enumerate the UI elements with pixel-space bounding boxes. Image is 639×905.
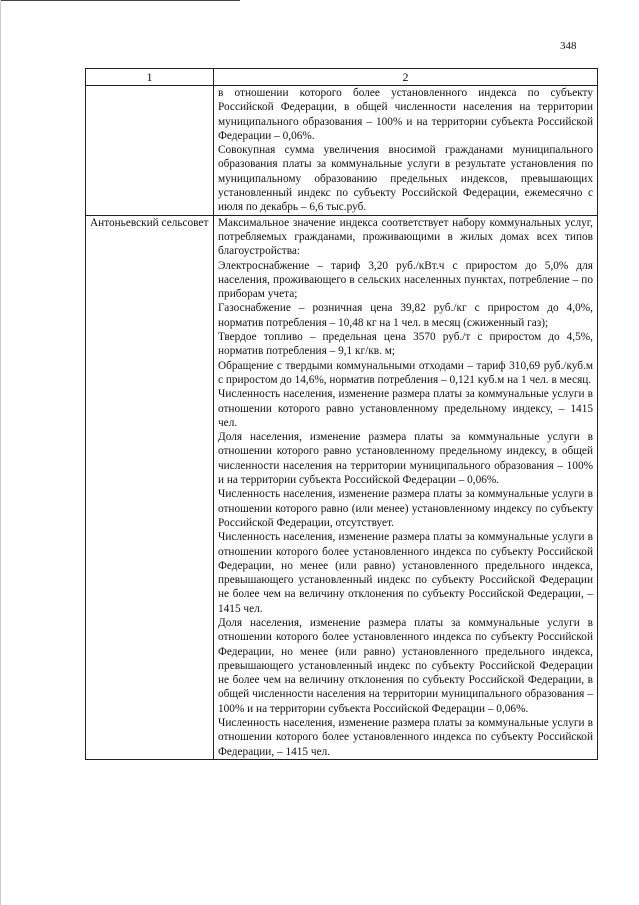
paragraph: Доля населения, изменение размера платы за коммунальные услуги в отношении которого более установленного индекса по субъекту Российской Федерации, но менее (или равно) установленного предельного индекса, превышающего установленный индекс по субъекту Российской Федерации не более чем на величину отклонения по субъекту Российской Федерации, в общей численности населения на территории муниципального образования – 100% и на территории субъекта Российской Федерации – 0,06%. <box>218 616 593 715</box>
paragraph: Численность населения, изменение размера платы за коммунальные услуги в отношении которого равно установленному предельному индексу, – 1415 чел. <box>218 388 593 429</box>
paragraph: Численность населения, изменение размера платы за коммунальные услуги в отношении которого равно (или менее) установленному индексу по субъекту Российской Федерации, отсутствует. <box>218 488 593 529</box>
paragraph: Численность населения, изменение размера платы за коммунальные услуги в отношении которого более установленного индекса по субъекту Российской Федерации, но менее (или равно) установленного предельного индекса, превышающего установленный индекс по субъекту Российской Федерации не более чем на величину отклонения по субъекту Российской Федерации, – 1415 чел. <box>218 531 593 615</box>
document-table <box>85 68 598 760</box>
paragraph: Доля населения, изменение размера платы за коммунальные услуги в отношении которого равно установленному предельному индексу, в общей численности населения на территории муниципального образования – 100% и на территории субъекта Российской Федерации – 0,06%. <box>218 431 593 487</box>
row-label: Антоньевский сельсовет <box>86 215 214 759</box>
paragraph: Электроснабжение – тариф 3,20 руб./кВт.ч с приростом до 5,0% для населения, проживающего в сельских населенных пунктах, потребление – по приборам учета; <box>218 259 593 301</box>
column-header-2: 2 <box>214 69 598 86</box>
row-content <box>214 86 598 216</box>
paragraph: Твердое топливо – предельная цена 3570 руб./т с приростом до 4,5%, норматив потребления – 9,1 кг/кв. м; <box>218 331 593 358</box>
paragraph: Совокупная сумма увеличения вносимой гражданами муниципального образования платы за коммунальные услуги в результате установления по муниципальному образованию предельных индексов, превышающих установленный индекс по субъекту Российской Федерации, ежемесячно с июля по декабрь – 6,6 тыс.руб. <box>218 144 593 214</box>
paragraph: Газоснабжение – розничная цена 39,82 руб./кг с приростом до 4,0%, норматив потребления – 10,48 кг на 1 чел. в месяц (сжиженный газ); <box>218 302 593 329</box>
table-row <box>86 86 598 216</box>
table-row <box>86 215 598 759</box>
paragraph: в отношении которого более установленного индекса по субъекту Российской Федерации, в общей численности населения на территории муниципального образования – 100% и на территории субъекта Российской Федерации – 0,06%. <box>218 87 593 142</box>
page-number: 348 <box>560 40 577 52</box>
top-scan-rule <box>0 0 240 1</box>
table-header-row <box>86 69 598 86</box>
row-content <box>214 215 598 759</box>
paragraph: Численность населения, изменение размера платы за коммунальные услуги в отношении которого более установленного индекса по субъекту Российской Федерации, – 1415 чел. <box>218 717 593 758</box>
column-header-1: 1 <box>86 69 214 86</box>
row-label <box>86 86 214 216</box>
paragraph: Обращение с твердыми коммунальными отходами – тариф 310,69 руб./куб.м с приростом до 14,6%, норматив потребления – 0,121 куб.м на 1 чел. в месяц. <box>218 359 593 386</box>
paragraph: Максимальное значение индекса соответствует набору коммунальных услуг, потребляемых гражданами, проживающими в жилых домах всех типов благоустройства: <box>218 216 593 258</box>
left-scan-edge <box>0 0 1 905</box>
